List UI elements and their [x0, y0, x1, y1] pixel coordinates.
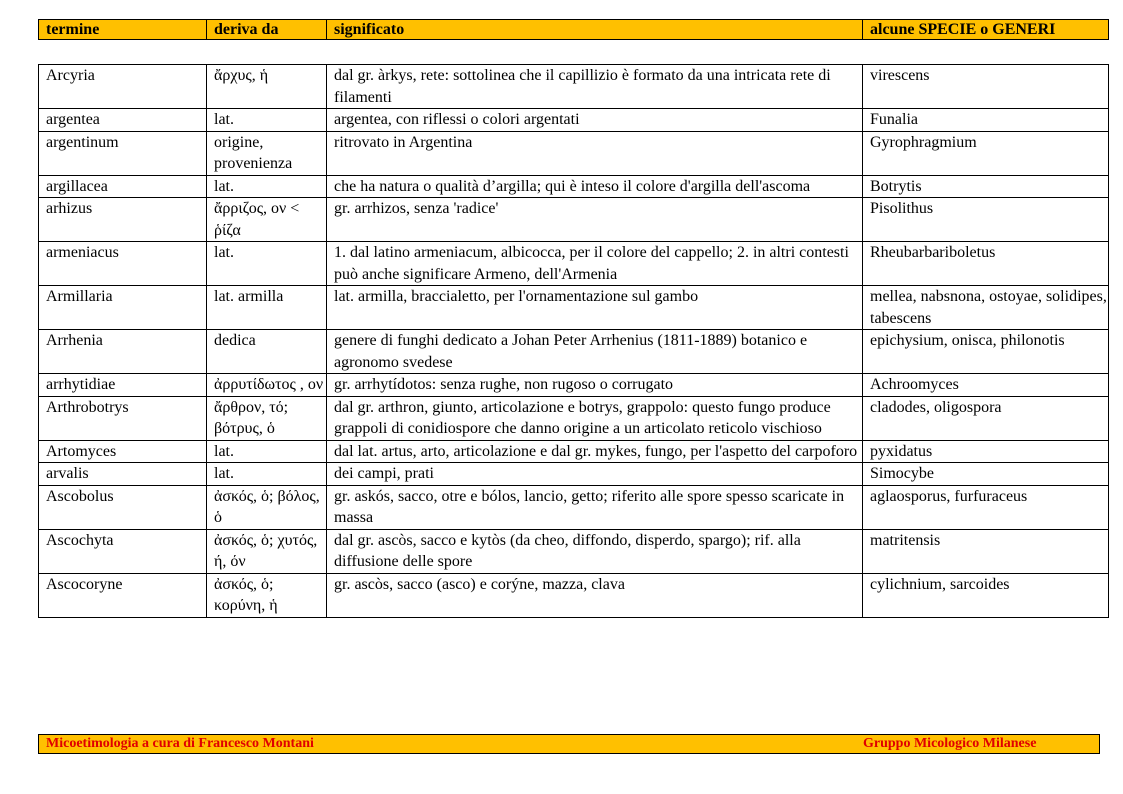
cell-specie-generi: Gyrophragmium	[863, 131, 1109, 175]
cell-deriva-da: ἀσκός, ὁ; χυτός, ή, όν	[207, 529, 327, 573]
table-row	[39, 286, 1109, 330]
cell-significato: argentea, con riflessi o colori argentati	[327, 109, 863, 132]
header-deriva-da: deriva da	[207, 20, 327, 40]
cell-specie-generi: matritensis	[863, 529, 1109, 573]
cell-deriva-da: ἄρχυς, ἡ	[207, 65, 327, 109]
cell-deriva-da: ἄρθρον, τό; βότρυς, ὁ	[207, 396, 327, 440]
cell-specie-generi: Rheubarbariboletus	[863, 242, 1109, 286]
cell-termine: Arrhenia	[39, 330, 207, 374]
cell-termine: Arthrobotrys	[39, 396, 207, 440]
table-row	[39, 485, 1109, 529]
cell-specie-generi: epichysium, onisca, philonotis	[863, 330, 1109, 374]
cell-significato: genere di funghi dedicato a Johan Peter Arrhenius (1811-1889) botanico e agronomo svedese	[327, 330, 863, 374]
cell-termine: armeniacus	[39, 242, 207, 286]
cell-deriva-da: lat.	[207, 463, 327, 486]
cell-specie-generi: Pisolithus	[863, 198, 1109, 242]
cell-deriva-da: origine, provenienza	[207, 131, 327, 175]
table-row	[39, 529, 1109, 573]
cell-deriva-da: lat.	[207, 109, 327, 132]
cell-deriva-da: ἄρριζος, ον < ῥίζα	[207, 198, 327, 242]
header-significato: significato	[327, 20, 863, 40]
table-row	[39, 198, 1109, 242]
cell-termine: argentinum	[39, 131, 207, 175]
table-row	[39, 131, 1109, 175]
etymology-table	[38, 64, 1109, 618]
cell-deriva-da: ἀσκός, ὁ; κορύνη, ἡ	[207, 573, 327, 617]
footer-bar	[38, 734, 1100, 754]
table-row	[39, 330, 1109, 374]
table-row	[39, 175, 1109, 198]
cell-significato: dal gr. àrkys, rete: sottolinea che il capillizio è formato da una intricata rete di filamenti	[327, 65, 863, 109]
table-row	[39, 440, 1109, 463]
cell-deriva-da: dedica	[207, 330, 327, 374]
cell-specie-generi: cylichnium, sarcoides	[863, 573, 1109, 617]
footer-author: Micoetimologia a cura di Francesco Montani	[46, 736, 314, 751]
cell-significato: gr. arrhytídotos: senza rughe, non rugoso o corrugato	[327, 374, 863, 397]
cell-deriva-da: lat.	[207, 440, 327, 463]
table-row	[39, 573, 1109, 617]
cell-significato: ritrovato in Argentina	[327, 131, 863, 175]
cell-termine: Ascocoryne	[39, 573, 207, 617]
table-row	[39, 242, 1109, 286]
cell-termine: Ascochyta	[39, 529, 207, 573]
cell-specie-generi: pyxidatus	[863, 440, 1109, 463]
header-termine: termine	[39, 20, 207, 40]
cell-specie-generi: Simocybe	[863, 463, 1109, 486]
cell-specie-generi: Botrytis	[863, 175, 1109, 198]
cell-termine: Armillaria	[39, 286, 207, 330]
header-table	[38, 19, 1109, 40]
cell-deriva-da: lat. armilla	[207, 286, 327, 330]
cell-deriva-da: ἀσκός, ὁ; βόλος, ὁ	[207, 485, 327, 529]
table-row	[39, 463, 1109, 486]
cell-termine: Arcyria	[39, 65, 207, 109]
cell-deriva-da: lat.	[207, 242, 327, 286]
cell-significato: dal gr. ascòs, sacco e kytòs (da cheo, diffondo, disperdo, spargo); rif. alla diffusione delle spore	[327, 529, 863, 573]
cell-significato: che ha natura o qualità d’argilla; qui è inteso il colore d'argilla dell'ascoma	[327, 175, 863, 198]
cell-specie-generi: virescens	[863, 65, 1109, 109]
cell-termine: arrhytidiae	[39, 374, 207, 397]
cell-termine: Ascobolus	[39, 485, 207, 529]
header-row	[39, 20, 1109, 40]
table-row	[39, 374, 1109, 397]
cell-deriva-da: ἀρρυτίδωτος , ον	[207, 374, 327, 397]
cell-specie-generi: mellea, nabsnona, ostoyae, solidipes, tabescens	[863, 286, 1109, 330]
cell-significato: gr. arrhizos, senza 'radice'	[327, 198, 863, 242]
cell-significato: gr. ascòs, sacco (asco) e corýne, mazza, clava	[327, 573, 863, 617]
table-row	[39, 109, 1109, 132]
table-row	[39, 65, 1109, 109]
cell-significato: dal lat. artus, arto, articolazione e dal gr. mykes, fungo, per l'aspetto del carpoforo	[327, 440, 863, 463]
cell-termine: arhizus	[39, 198, 207, 242]
cell-significato: dal gr. arthron, giunto, articolazione e botrys, grappolo: questo fungo produce grappoli di conidiospore che danno origine a un articolato reticolo vischioso	[327, 396, 863, 440]
cell-specie-generi: aglaosporus, furfuraceus	[863, 485, 1109, 529]
cell-significato: dei campi, prati	[327, 463, 863, 486]
cell-termine: argillacea	[39, 175, 207, 198]
cell-termine: argentea	[39, 109, 207, 132]
cell-deriva-da: lat.	[207, 175, 327, 198]
footer-group: Gruppo Micologico Milanese	[863, 736, 1037, 751]
table-row	[39, 396, 1109, 440]
cell-significato: 1. dal latino armeniacum, albicocca, per il colore del cappello; 2. in altri contesti può anche significare Armeno, dell'Armenia	[327, 242, 863, 286]
cell-specie-generi: Funalia	[863, 109, 1109, 132]
etymology-table-body	[39, 65, 1109, 618]
cell-specie-generi: cladodes, oligospora	[863, 396, 1109, 440]
cell-significato: lat. armilla, braccialetto, per l'ornamentazione sul gambo	[327, 286, 863, 330]
cell-termine: arvalis	[39, 463, 207, 486]
cell-termine: Artomyces	[39, 440, 207, 463]
cell-significato: gr. askós, sacco, otre e bólos, lancio, getto; riferito alle spore spesso scaricate in massa	[327, 485, 863, 529]
cell-specie-generi: Achroomyces	[863, 374, 1109, 397]
header-specie-generi: alcune SPECIE o GENERI	[863, 20, 1109, 40]
